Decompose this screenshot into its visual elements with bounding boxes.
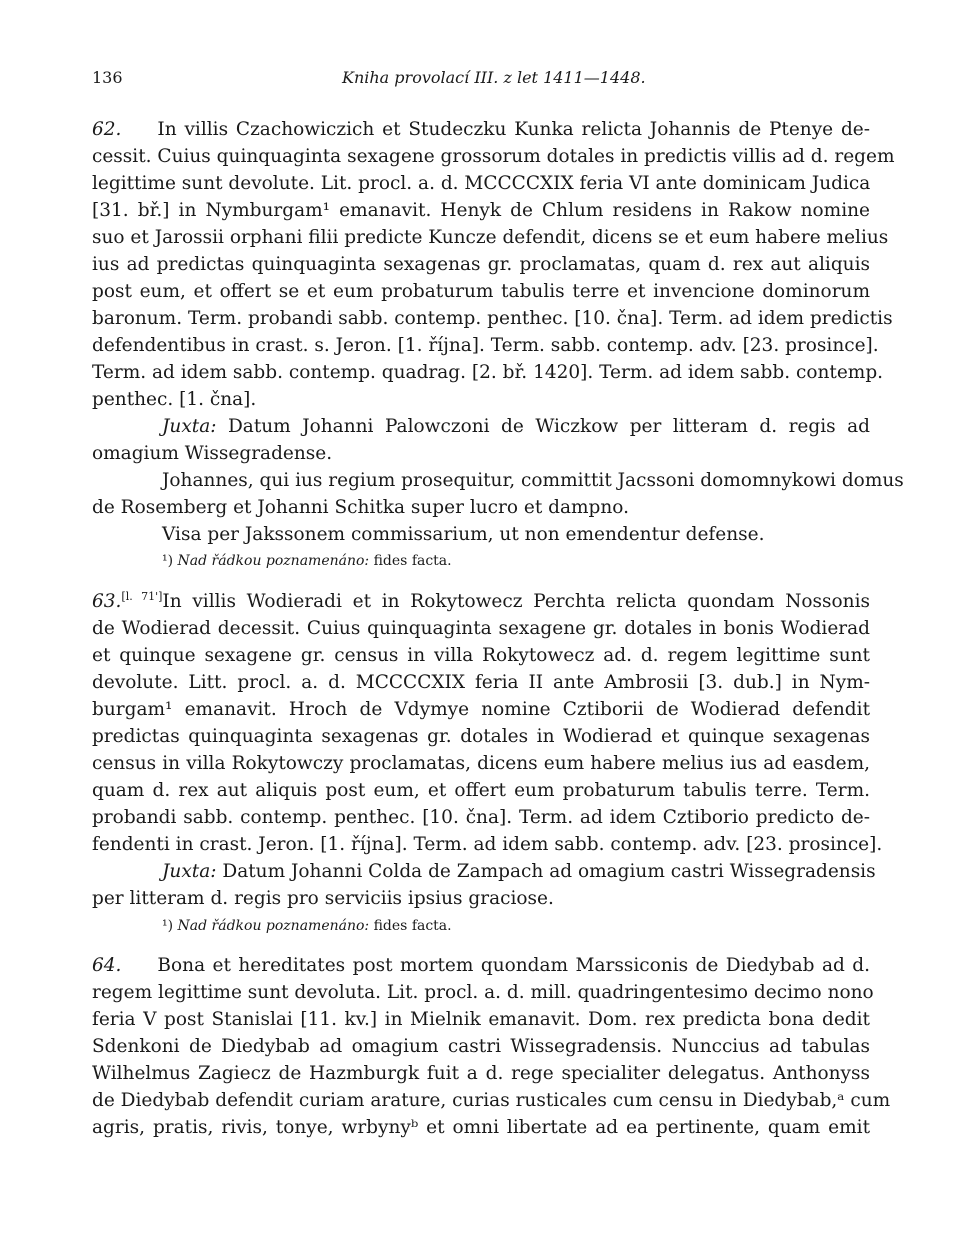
entry-number: 62. [92,119,122,140]
juxta-line: omagium Wissegradense. [92,443,333,464]
running-header [92,68,872,92]
paragraph-line: de Rosemberg et Johanni Schitka super lucro et dampno. [92,497,629,518]
entry-line: Sdenkoni de Diedybab ad omagium castri Wissegradensis. Nunccius ad tabulas [92,1036,870,1057]
entry-line: quam d. rex aut aliquis post eum, et offert eum probaturum tabulis terre. Term. [92,780,870,801]
paragraph-line: Johannes, qui ius regium prosequitur, committit Jacssoni domomnykowi domus [162,470,904,491]
entry-line: de Wodierad decessit. Cuius quinquaginta sexagene gr. dotales in bonis Wodierad [92,618,870,639]
entry-line: de Diedybab defendit curiam arature, curias rusticales cum censu in Diedybab,ᵃ cum [92,1090,891,1111]
entry-line: 63.[l. 71']In villis Wodieradi et in Rokytowecz Perchta relicta quondam Nossonis [92,589,870,612]
marginal-note: [l. 71'] [121,589,163,603]
entry-line: et quinque sexagene gr. census in villa Rokytowecz ad. d. regem legittime sunt [92,645,870,666]
entry-line: legittime sunt devolute. Lit. procl. a. d. MCCCCXIX feria VI ante dominicam Judica [92,173,871,194]
juxta-label: Juxta: [162,416,217,437]
juxta-line: Juxta: Datum Johanni Palowczoni de Wiczkow per litteram d. regis ad [162,416,870,437]
entry-line: baronum. Term. probandi sabb. contemp. penthec. [10. čna]. Term. ad idem predictis [92,308,893,329]
entry-line: post eum, et offert se et eum probaturum tabulis terre et invencione dominorum [92,281,870,302]
entry-line: feria V post Stanislai [11. kv.] in Mielnik emanavit. Dom. rex predicta bona dedit [92,1009,870,1030]
entry-line: defendentibus in crast. s. Jeron. [1. října]. Term. sabb. contemp. adv. [23. prosince]. [92,335,879,356]
juxta-line: Juxta: Datum Johanni Colda de Zampach ad omagium castri Wissegradensis [162,861,876,882]
running-title: Kniha provolací III. z let 1411—1448. [342,68,646,87]
entry-line: cessit. Cuius quinquaginta sexagene grossorum dotales in predictis villis ad d. regem [92,146,895,167]
juxta-line: per litteram d. regis pro serviciis ipsius graciose. [92,888,554,909]
entry-line: [31. bř.] in Nymburgam¹ emanavit. Henyk de Chlum residens in Rakow nomine [92,200,870,221]
entry-line: fendenti in crast. Jeron. [1. října]. Term. ad idem sabb. contemp. adv. [23. prosince]. [92,834,883,855]
entry-line: ius ad predictas quinquaginta sexagenas gr. proclamatas, quam d. rex aut aliquis [92,254,870,275]
entry-line: Term. ad idem sabb. contemp. quadrag. [2. bř. 1420]. Term. ad idem sabb. contemp. [92,362,884,383]
entry-63 [92,588,883,936]
entry-line: burgam¹ emanavit. Hroch de Vdymye nomine Cztiborii de Wodierad defendit [92,699,870,720]
entry-line: penthec. [1. čna]. [92,389,257,410]
entry-line: probandi sabb. contemp. penthec. [10. čna]. Term. ad idem Cztiborio predicto de- [92,807,870,828]
entry-line: 64. Bona et hereditates post mortem quondam Marssiconis de Diedybab ad d. [92,955,870,976]
entry-number: 64. [92,955,122,976]
entry-line: agris, pratis, rivis, tonye, wrbynyᵇ et omni libertate ad ea pertinente, quam emit [92,1117,870,1138]
entry-line: Wilhelmus Zagiecz de Hazmburgk fuit a d. rege specialiter delegatus. Anthonyss [92,1063,870,1084]
footnote: ¹) Nad řádkou poznamenáno: fides facta. [162,553,452,569]
juxta-label: Juxta: [162,861,217,882]
entry-62 [92,116,904,571]
entry-line: regem legittime sunt devoluta. Lit. procl. a. d. mill. quadringentesimo decimo nono [92,982,874,1003]
entry-line: census in villa Rokytowczy proclamatas, dicens eum habere melius ius ad easdem, [92,753,870,774]
entry-64 [92,952,891,1141]
entry-line: 62. In villis Czachowiczich et Studeczku Kunka relicta Johannis de Ptenye de- [92,119,870,140]
entry-line: predictas quinquaginta sexagenas gr. dotales in Wodierad et quinque sexagenas [92,726,870,747]
paragraph-line: Visa per Jakssonem commissarium, ut non emendentur defense. [162,524,765,545]
entry-line: devolute. Litt. procl. a. d. MCCCCXIX feria II ante Ambrosii [3. dub.] in Nym- [92,672,870,693]
entry-line: suo et Jarossii orphani filii predicte Kuncze defendit, dicens se et eum habere melius [92,227,889,248]
footnote: ¹) Nad řádkou poznamenáno: fides facta. [162,918,452,934]
entry-number: 63. [92,591,122,612]
page-number: 136 [92,68,123,87]
